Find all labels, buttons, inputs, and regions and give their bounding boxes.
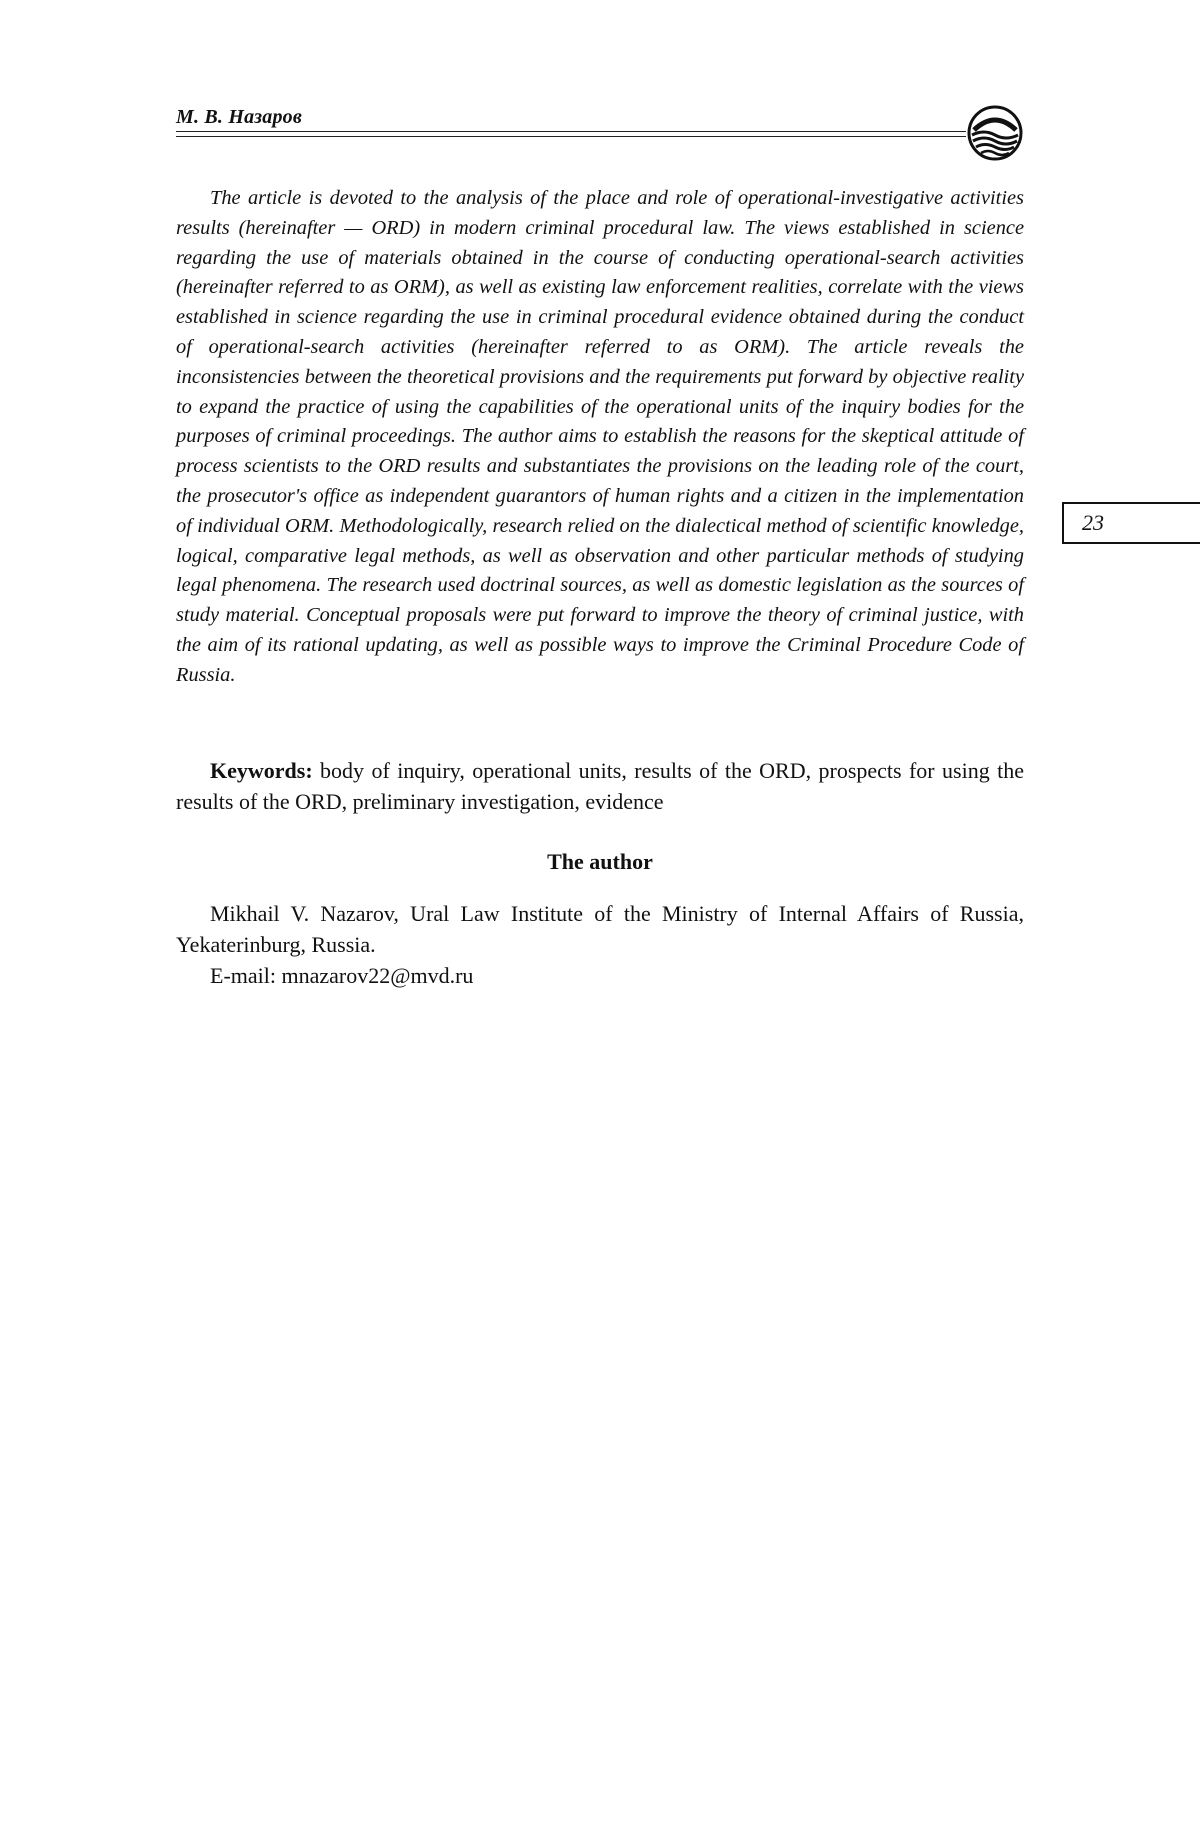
keywords-label: Keywords:	[210, 758, 313, 783]
running-head: М. В. Назаров	[176, 106, 303, 128]
header-rule-top	[176, 131, 966, 132]
author-affiliation-paragraph	[176, 898, 1024, 960]
abstract-text: The article is devoted to the analysis of the place and role of operational-investigative activities results (hereinafter — ORD) in modern criminal procedural law. The views established in science regarding the use of materials obtained in the course of conducting operational-search activities (hereinafter referred to as ORM), as well as existing law enforcement realities, correlate with the views established in science regarding the use in criminal procedural evidence obtained during the conduct of operational-search activities (hereinafter referred to as ORM). The article reveals the inconsistencies between the theoretical provisions and the requirements put forward by objective reality to expand the practice of using the capabilities of the operational units of the inquiry bodies for the purposes of criminal proceedings. The author aims to establish the reasons for the skeptical attitude of process scientists to the ORD results and substantiates the provisions on the leading role of the court, the prosecutor's office as independent guarantors of human rights and a citizen in the implementation of individual ORM. Methodologically, research relied on the dialectical method of scientific knowledge, logical, comparative legal methods, as well as observation and other particular methods of studying legal phenomena. The research used doctrinal sources, as well as domestic legislation as the sources of study material. Conceptual proposals were put forward to improve the theory of criminal justice, with the aim of its rational updating, as well as possible ways to improve the Criminal Procedure Code of Russia.	[176, 187, 1024, 686]
journal-logo-icon	[966, 104, 1024, 162]
keywords-paragraph	[176, 755, 1024, 817]
author-affiliation: Mikhail V. Nazarov, Ural Law Institute of the Ministry of Internal Affairs of Russia, Yekaterinburg, Russia.	[176, 901, 1024, 957]
keywords-text: body of inquiry, operational units, results of the ORD, prospects for using the results of the ORD, preliminary investigation, evidence	[176, 758, 1024, 814]
abstract-paragraph	[176, 184, 1024, 691]
header-rule-bottom	[176, 136, 966, 137]
author-email: E-mail: mnazarov22@mvd.ru	[210, 963, 474, 988]
author-heading: The author	[547, 849, 653, 874]
page-number: 23	[1082, 510, 1104, 535]
page-number-box	[1062, 502, 1200, 544]
